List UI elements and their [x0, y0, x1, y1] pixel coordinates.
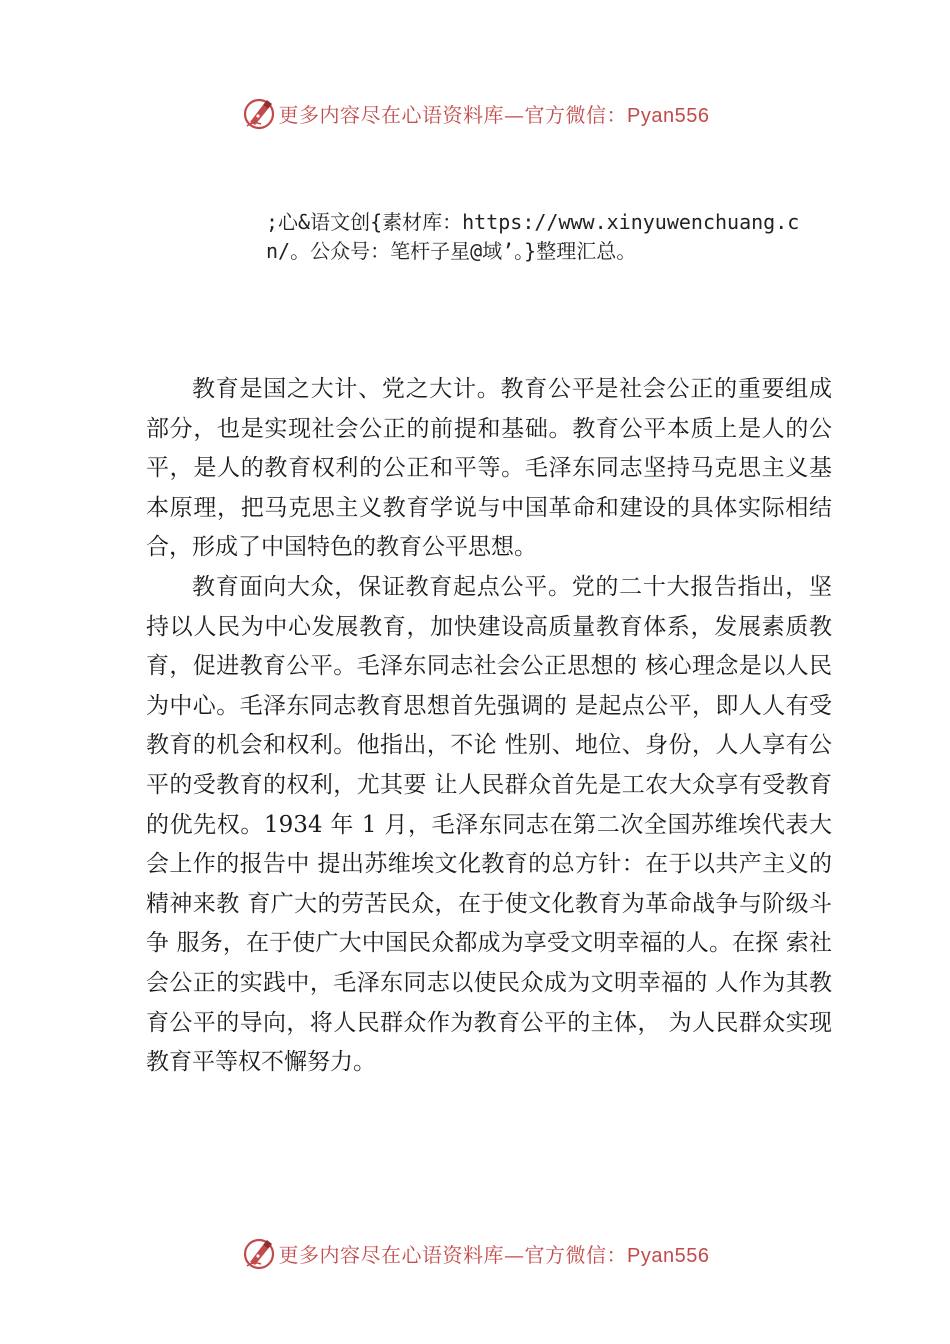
- footer-wechat-id: Pyan556: [627, 1244, 710, 1267]
- source-note: ;心&语文创{素材库：https://www.xinyuwenchuang.cn/。公众号：笔杆子星@域’。}整理汇总。: [266, 210, 800, 263]
- header-banner-dash: —: [504, 102, 525, 127]
- footer-banner: [0, 1233, 950, 1273]
- footer-banner-main: 更多内容尽在心语资料库: [278, 1242, 505, 1267]
- article-paragraph-2: 教育面向大众，保证教育起点公平。党的二十大报告指出，坚持以人民为中心发展教育，加快建设高质量教育体系，发展素质教育，促进教育公平。毛泽东同志社会公正思想的 核心理念是以人民为中心。毛泽东同志教育思想首先强调的 是起点公平，即人人有受教育的机会和权利。他指出，不论 性别、地位、身份，人人享有公平的受教育的权利，尤其要 让人民群众首先是工农大众享有受教育的优先权。1934 年 1 月，毛泽东同志在第二次全国苏维埃代表大会上作的报告中 提出苏维埃文化教育的总方针：在于以共产主义的精神来教 育广大的劳苦民众，在于使文化教育为革命战争与阶级斗争 服务，在于使广大中国民众都成为享受文明幸福的人。在探 索社会公正的实践中，毛泽东同志以使民众成为文明幸福的 人作为其教育公平的导向，将人民群众作为教育公平的主体， 为人民群众实现教育平等权不懈努力。: [146, 573, 832, 1076]
- header-wechat-id: Pyan556: [627, 104, 710, 127]
- article-body: [146, 370, 832, 1083]
- header-banner: [0, 93, 950, 133]
- header-wechat-label: 官方微信：: [524, 102, 628, 127]
- pen-nib-logo-icon: [241, 1235, 277, 1271]
- footer-banner-dash: —: [504, 1242, 525, 1267]
- header-banner-text: [279, 99, 710, 128]
- header-banner-main: 更多内容尽在心语资料库: [278, 102, 505, 127]
- pen-nib-logo-icon: [241, 95, 277, 131]
- article-paragraph-1: 教育是国之大计、党之大计。教育公平是社会公正的重要组成部分，也是实现社会公正的前提和基础。教育公平本质上是人的公平，是人的教育权利的公正和平等。毛泽东同志坚持马克思主义基本原理，把马克思主义教育学说与中国革命和建设的具体实际相结合，形成了中国特色的教育公平思想。: [146, 376, 832, 561]
- footer-banner-text: [279, 1239, 710, 1268]
- footer-wechat-label: 官方微信：: [524, 1242, 628, 1267]
